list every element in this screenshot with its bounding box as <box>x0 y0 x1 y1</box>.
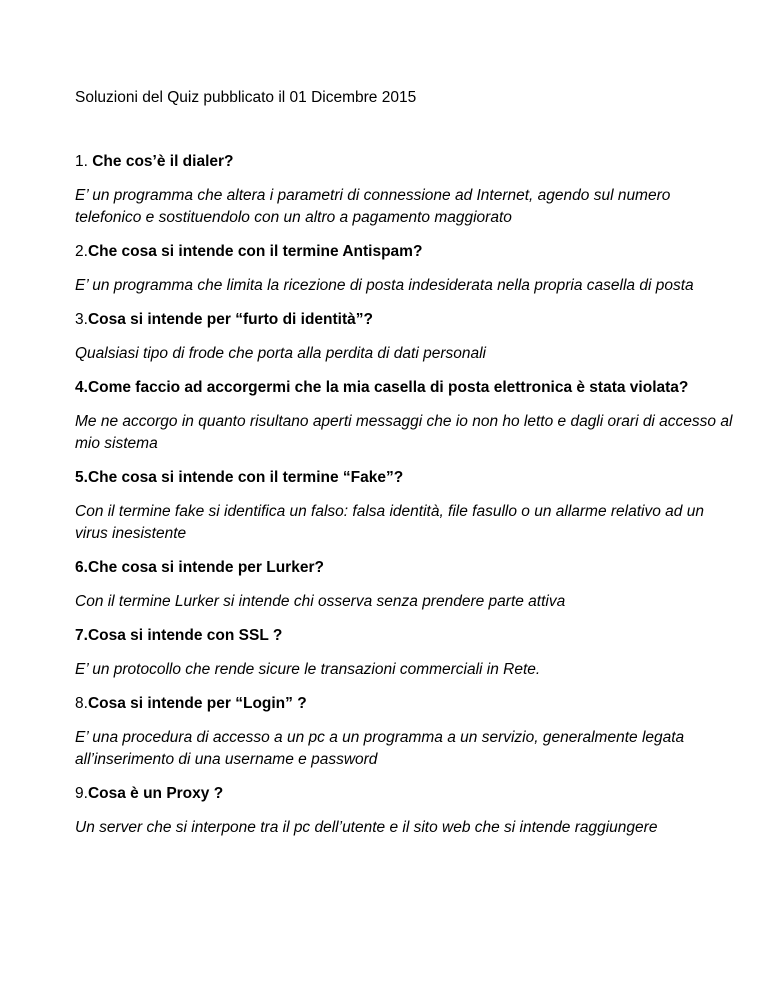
question-text: Cosa è un Proxy ? <box>87 785 224 802</box>
answer-text: Un server che si interpone tra il pc dell’utente e il sito web che si intende raggiungere <box>75 819 658 836</box>
document-title: Soluzioni del Quiz pubblicato il 01 Dicembre 2015 <box>75 89 417 106</box>
question <box>75 558 735 578</box>
question-text: Cosa si intende per “Login” ? <box>87 695 307 712</box>
question-text: Che cosa si intende con il termine Antispam? <box>87 243 423 260</box>
question <box>75 784 735 804</box>
question-text: Cosa si intende con SSL ? <box>87 627 283 644</box>
question-number: 2. <box>75 243 88 260</box>
question-number: 4. <box>75 379 88 396</box>
answer-text: Me ne accorgo in quanto risultano aperti messaggi che io non ho letto e dagli orari di accesso al mio sistema <box>75 413 733 452</box>
qa-item <box>75 242 735 297</box>
answer-text: E’ un programma che limita la ricezione di posta indesiderata nella propria casella di posta <box>75 277 694 294</box>
question-text: Che cosa si intende per Lurker? <box>87 559 324 576</box>
question-number: 9. <box>75 785 88 802</box>
qa-item <box>75 626 735 681</box>
question-number: 7. <box>75 627 88 644</box>
answer-text: E’ un protocollo che rende sicure le transazioni commerciali in Rete. <box>75 661 541 678</box>
question <box>75 152 735 172</box>
question-number: 5. <box>75 469 88 486</box>
qa-item <box>75 784 735 839</box>
question-text: Che cos’è il dialer? <box>92 153 234 170</box>
question <box>75 242 735 262</box>
question-text: Che cosa si intende con il termine “Fake”? <box>87 469 404 486</box>
answer-text: Qualsiasi tipo di frode che porta alla perdita di dati personali <box>75 345 486 362</box>
qa-item <box>75 694 735 771</box>
qa-list <box>75 152 735 839</box>
question <box>75 310 735 330</box>
answer-text: Con il termine Lurker si intende chi osserva senza prendere parte attiva <box>75 593 566 610</box>
question-text: Cosa si intende per “furto di identità”? <box>87 311 373 328</box>
qa-item <box>75 152 735 229</box>
question-number: 3. <box>75 311 88 328</box>
question <box>75 378 735 398</box>
qa-item <box>75 378 735 455</box>
answer-text: E’ una procedura di accesso a un pc a un programma a un servizio, generalmente legata all’inserimento di una username e password <box>75 729 685 768</box>
answer-text: E’ un programma che altera i parametri di connessione ad Internet, agendo sul numero telefonico e sostituendolo con un altro a pagamento maggiorato <box>75 187 671 226</box>
qa-item <box>75 558 735 613</box>
question-number: 6. <box>75 559 88 576</box>
question-number: 1. <box>75 153 93 170</box>
question <box>75 694 735 714</box>
question-number: 8. <box>75 695 88 712</box>
qa-item <box>75 468 735 545</box>
question <box>75 626 735 646</box>
question <box>75 468 735 488</box>
qa-item <box>75 310 735 365</box>
answer-text: Con il termine fake si identifica un falso: falsa identità, file fasullo o un allarme relativo ad un virus inesistente <box>75 503 704 542</box>
question-text: Come faccio ad accorgermi che la mia casella di posta elettronica è stata violata? <box>87 379 689 396</box>
